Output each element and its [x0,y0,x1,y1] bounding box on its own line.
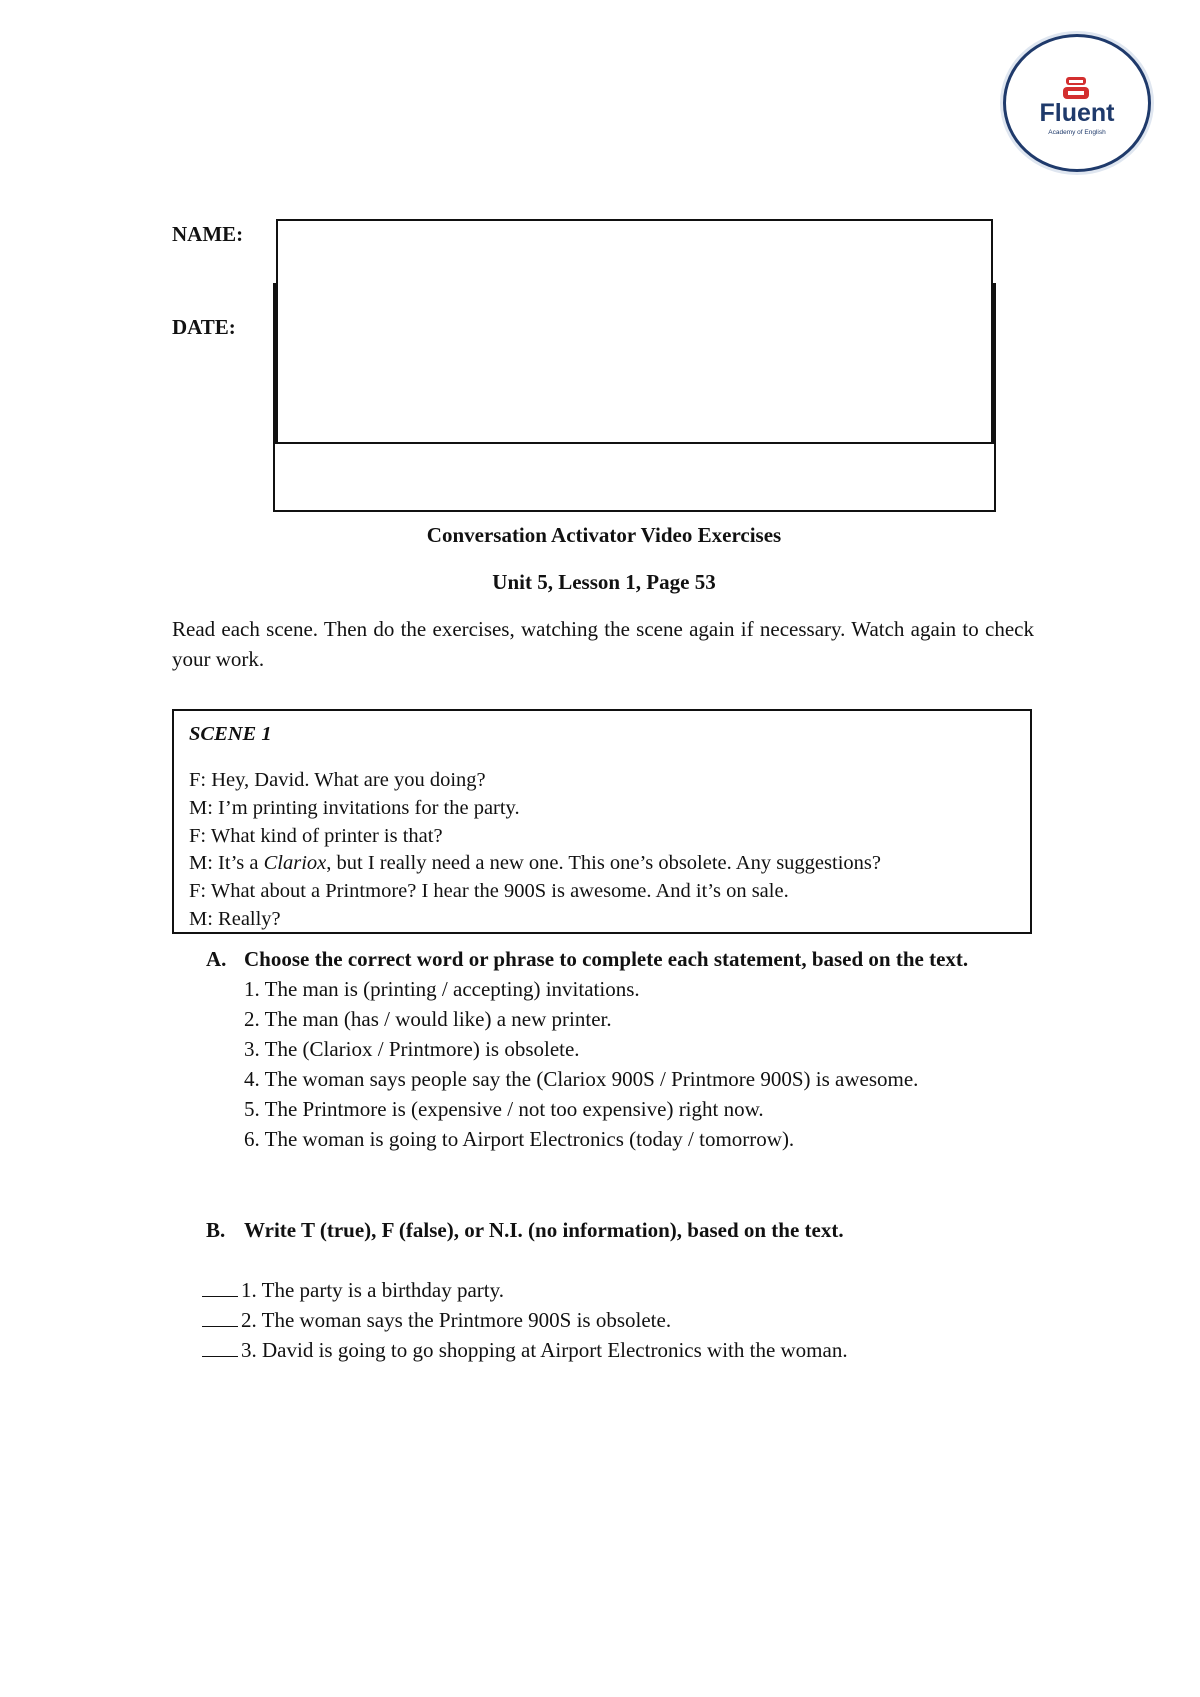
dialogue-line: F: What about a Printmore? I hear the 900S is awesome. And it’s on sale. [189,880,789,903]
printer-brand-italic: Clariox [263,852,327,875]
statement: 2. The woman says the Printmore 900S is obsolete. [241,1308,672,1332]
list-item [202,1305,848,1335]
fluent-logo [1003,34,1151,172]
answer-blank[interactable] [202,1277,238,1297]
scene-title: SCENE 1 [189,723,272,745]
exercise-b-letter: B. [206,1218,226,1242]
exercise-a-instruction: Choose the correct word or phrase to complete each statement, based on the text. [244,947,969,971]
exercise-a [206,944,1036,1154]
list-item: 5. The Printmore is (expensive / not too expensive) right now. [244,1097,764,1121]
dialogue-line: F: What kind of printer is that? [189,824,443,847]
name-label: NAME: [172,222,244,246]
fluent-logo-icon [1006,37,1148,169]
answer-blank[interactable] [202,1337,238,1357]
dialogue-line: M: Really? [189,907,281,930]
dialogue-line: M: I’m printing invitations for the party. [189,796,520,819]
logo-tagline: Academy of English [1048,129,1106,136]
dialogue-line: F: Hey, David. What are you doing? [189,769,486,791]
list-item: 2. The man (has / would like) a new printer. [244,1007,612,1031]
unit-subtitle: Unit 5, Lesson 1, Page 53 [492,570,716,594]
name-date-field[interactable] [276,219,993,444]
worksheet-title: Conversation Activator Video Exercises [426,523,782,547]
exercise-a-heading [206,944,1036,974]
exercise-b-instruction: Write T (true), F (false), or N.I. (no information), based on the text. [244,1218,844,1242]
box-border-mark [991,283,996,444]
scene-box [172,709,1032,934]
logo-wordmark: Fluent [1039,99,1115,127]
box-border-mark-left [273,283,277,444]
date-label: DATE: [172,315,236,339]
dialogue-line-start: M: It’s a [189,852,264,875]
exercise-a-letter: A. [206,947,227,971]
dialogue-line-end: , but I really need a new one. This one’s obsolete. Any suggestions? [326,852,881,875]
exercise-a-list [244,974,1036,1154]
list-item [202,1335,848,1365]
instructions: Read each scene. Then do the exercises, watching the scene again if necessary. Watch again to check your work. [172,617,1034,671]
list-item: 3. The (Clariox / Printmore) is obsolete. [244,1037,580,1061]
exercise-b-heading [206,1215,1036,1245]
dialogue-line [189,850,1016,878]
list-item: 6. The woman is going to Airport Electronics (today / tomorrow). [244,1127,795,1151]
answer-blank[interactable] [202,1307,238,1327]
statement: 1. The party is a birthday party. [241,1278,505,1302]
list-item: 4. The woman says people say the (Clariox 900S / Printmore 900S) is awesome. [244,1067,919,1091]
lower-answer-field[interactable] [273,442,996,512]
list-item: 1. The man is (printing / accepting) invitations. [244,977,640,1001]
list-item [202,1275,848,1305]
exercise-b-list [202,1275,848,1365]
statement: 3. David is going to go shopping at Airport Electronics with the woman. [241,1338,848,1362]
exercise-b [206,1215,1036,1245]
